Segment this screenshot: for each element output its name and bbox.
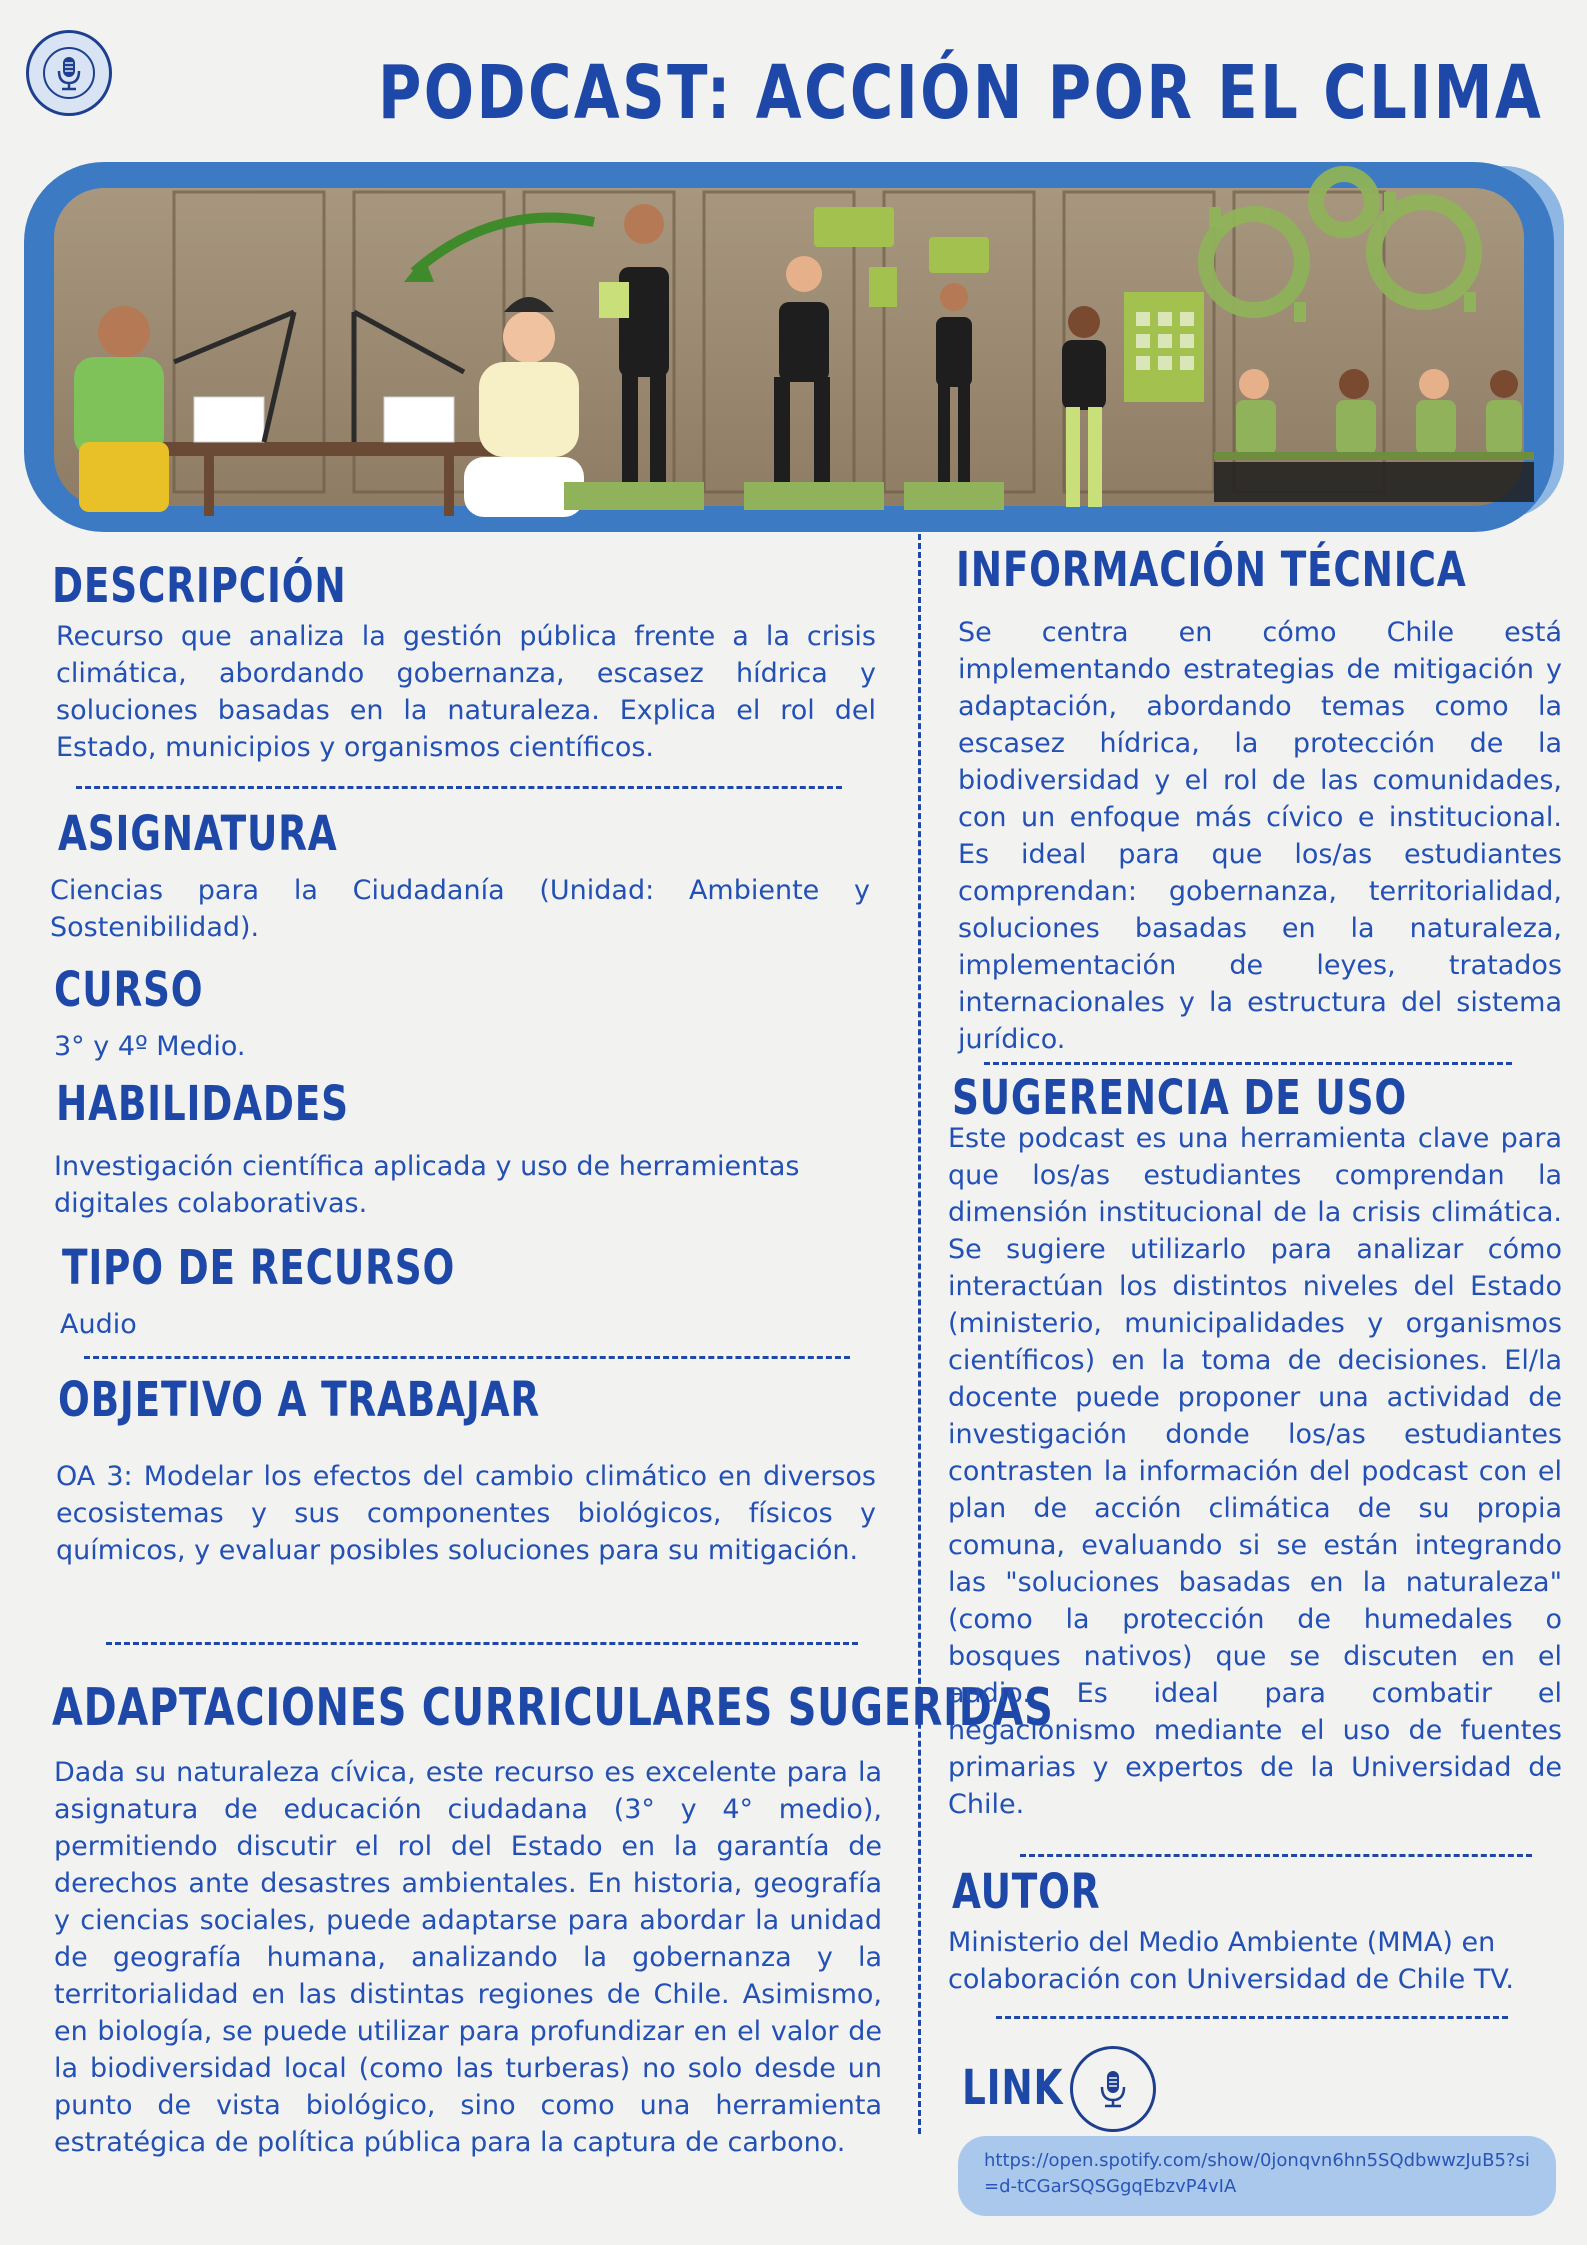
curso-text: 3° y 4º Medio. xyxy=(54,1031,246,1062)
microphone-icon xyxy=(1070,2046,1156,2132)
microphone-icon xyxy=(26,30,112,116)
sugerencia-heading: SUGERENCIA DE USO xyxy=(952,1070,1407,1126)
link-heading: LINK xyxy=(962,2060,1064,2116)
objetivo-heading: OBJETIVO A TRABAJAR xyxy=(58,1372,540,1428)
tipo-heading: TIPO DE RECURSO xyxy=(62,1240,456,1296)
info-tecnica-heading: INFORMACIÓN TÉCNICA xyxy=(956,542,1467,598)
divider xyxy=(1020,1854,1532,1857)
divider xyxy=(76,786,842,789)
curso-heading: CURSO xyxy=(54,962,204,1018)
autor-heading: AUTOR xyxy=(952,1864,1101,1920)
sugerencia-text: Este podcast es una herramienta clave para que los/as estudiantes comprendan la dimensión institucional de la crisis climática. Se sugiere utilizarlo para analizar cómo interactúan los distintos niveles del Estado (ministerio, municipalidades y organismos científicos) en la toma de decisiones. El/la docente puede proponer una actividad de investigación donde los/as estudiantes contrasten la información del podcast con el plan de acción climática de su propia comuna, evaluando si se están integrando las "soluciones basadas en la naturaleza" (como la protección de humedales o bosques nativos) que se discuten en el audio. Es ideal para combatir el negacionismo mediante el uso de fuentes primarias y expertos de la Universidad de Chile. xyxy=(948,1123,1562,1820)
adaptaciones-heading: ADAPTACIONES CURRICULARES SUGERIDAS xyxy=(52,1678,1054,1738)
divider xyxy=(106,1642,858,1645)
descripcion-heading: DESCRIPCIÓN xyxy=(52,558,347,614)
column-divider xyxy=(918,534,921,2134)
adaptaciones-text: Dada su naturaleza cívica, este recurso es excelente para la asignatura de educación ciudadana (3° y 4° medio), permitiendo discutir el rol del Estado en la garantía de derechos ante desastres ambientales. En historia, geografía y ciencias sociales, puede adaptarse para abordar la unidad de geografía humana, analizando la gobernanza y la territorialidad en las distintas regiones de Chile. Asimismo, en biología, se puede utilizar para profundizar en el valor de la biodiversidad local (como las turberas) no solo desde un punto de vista biológico, sino como una herramienta estratégica de política pública para la captura de carbono. xyxy=(54,1757,882,2158)
page-title: PODCAST: ACCIÓN POR EL CLIMA xyxy=(378,50,1544,136)
habilidades-heading: HABILIDADES xyxy=(56,1076,349,1132)
spotify-link[interactable]: https://open.spotify.com/show/0jonqvn6hn5SQdbwwzJuB5?si=d-tCGarSQSGgqEbzvP4vIA xyxy=(958,2136,1556,2216)
divider xyxy=(996,2016,1508,2019)
objetivo-text: OA 3: Modelar los efectos del cambio climático en diversos ecosistemas y sus componentes biológicos, físicos y químicos, y evaluar posibles soluciones para su mitigación. xyxy=(56,1461,876,1566)
info-tecnica-text: Se centra en cómo Chile está implementando estrategias de mitigación y adaptación, abordando temas como la escasez hídrica, la protección de la biodiversidad y el rol de las comunidades, con un enfoque más cívico e institucional. Es ideal para que los/as estudiantes comprendan: gobernanza, territorialidad, soluciones basadas en la naturaleza, implementación de leyes, tratados internacionales y la estructura del sistema jurídico. xyxy=(958,617,1562,1055)
autor-text: Ministerio del Medio Ambiente (MMA) en colaboración con Universidad de Chile TV. xyxy=(948,1927,1514,1995)
asignatura-heading: ASIGNATURA xyxy=(58,806,338,862)
asignatura-text: Ciencias para la Ciudadanía (Unidad: Ambiente y Sostenibilidad). xyxy=(50,875,870,943)
tipo-text: Audio xyxy=(60,1309,137,1340)
descripcion-text: Recurso que analiza la gestión pública frente a la crisis climática, abordando gobernanza, escasez hídrica y soluciones basadas en la naturaleza. Explica el rol del Estado, municipios y organismos científicos. xyxy=(56,621,876,763)
banner-illustration xyxy=(24,162,1564,532)
divider xyxy=(84,1356,850,1359)
habilidades-text: Investigación científica aplicada y uso de herramientas digitales colaborativas. xyxy=(54,1151,800,1219)
divider xyxy=(984,1062,1512,1065)
